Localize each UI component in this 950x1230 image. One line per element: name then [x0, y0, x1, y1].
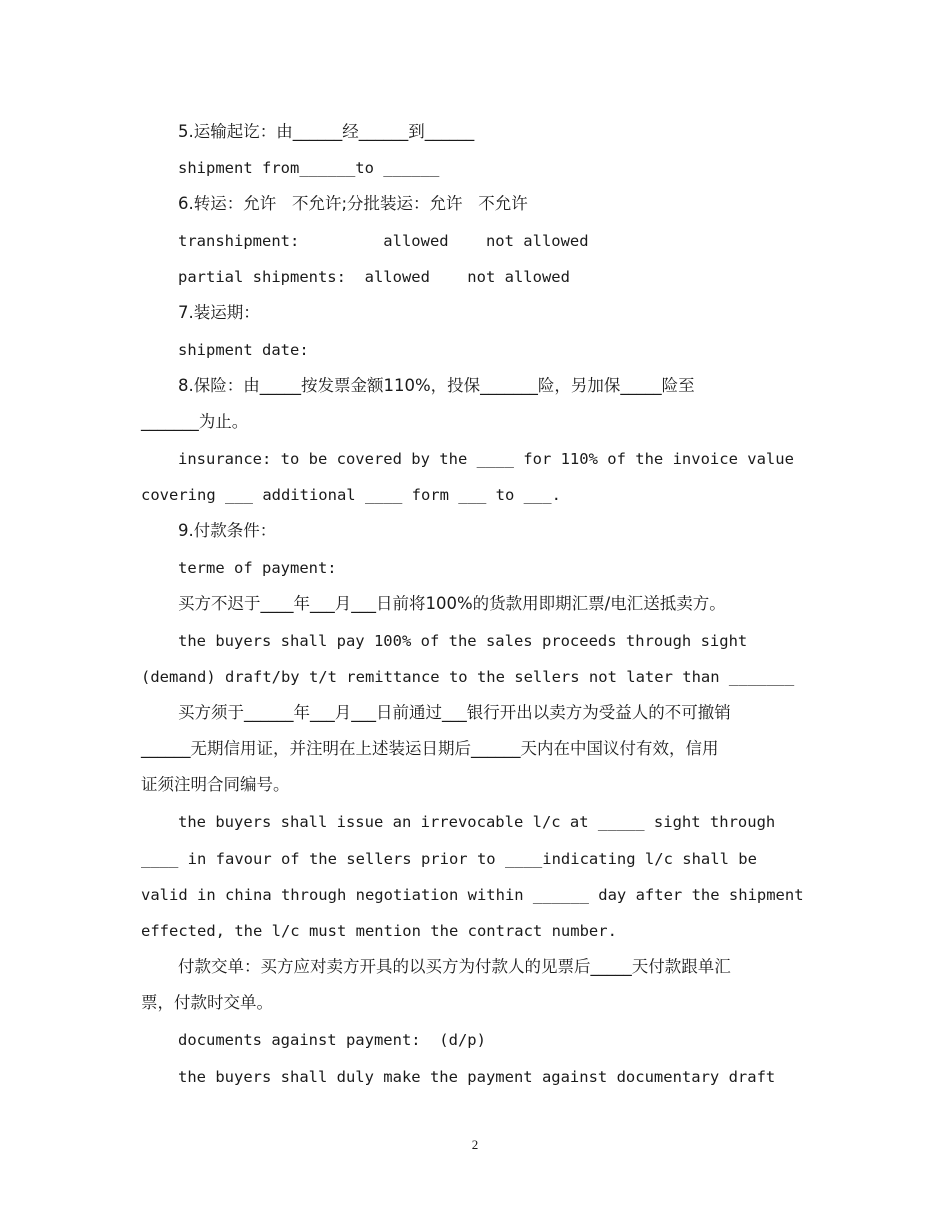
clause-9-en: terme of payment:	[178, 559, 337, 577]
payment-tt-en-cont: (demand) draft/by t/t remittance to the sellers not later than _______	[141, 668, 795, 686]
payment-lc-cn-cont-2: 证须注明合同编号。	[141, 775, 290, 794]
clause-8-cn-cont: _______为止。	[141, 412, 249, 431]
clause-5-en: shipment from______to ______	[178, 159, 440, 177]
payment-dp-en-heading: documents against payment: (d/p)	[178, 1031, 486, 1049]
clause-8-cn: 8.保险：由_____按发票金额110%，投保_______险，另加保_____险至	[178, 376, 695, 395]
clause-9-cn: 9.付款条件：	[178, 521, 277, 540]
payment-lc-cn-cont-1: ______无期信用证，并注明在上述装运日期后______天内在中国议付有效，信用	[141, 739, 719, 758]
payment-dp-cn-cont: 票，付款时交单。	[141, 993, 273, 1012]
payment-lc-en-cont-2: valid in china through negotiation within ______ day after the shipment	[141, 886, 804, 904]
clause-7-cn: 7.装运期：	[178, 303, 260, 322]
clause-8-en: insurance: to be covered by the ____ for 110% of the invoice value	[178, 450, 794, 468]
clause-8-en-cont: covering ___ additional ____ form ___ to ___.	[141, 486, 561, 504]
payment-tt-cn: 买方不迟于____年___月___日前将100%的货款用即期汇票/电汇送抵卖方。	[178, 594, 726, 613]
clause-7-en: shipment date:	[178, 341, 309, 359]
clause-6-transhipment-en: transhipment: allowed not allowed	[178, 232, 589, 250]
payment-tt-en: the buyers shall pay 100% of the sales proceeds through sight	[178, 632, 748, 650]
payment-dp-cn: 付款交单：买方应对卖方开具的以买方为付款人的见票后_____天付款跟单汇	[178, 957, 731, 976]
payment-lc-en-cont-3: effected, the l/c must mention the contract number.	[141, 922, 617, 940]
payment-dp-en: the buyers shall duly make the payment against documentary draft	[178, 1068, 776, 1086]
clause-6-cn: 6.转运：允许 不允许;分批装运：允许 不允许	[178, 194, 528, 213]
payment-lc-en-cont-1: ____ in favour of the sellers prior to ____indicating l/c shall be	[141, 850, 757, 868]
payment-lc-cn: 买方须于______年___月___日前通过___银行开出以卖方为受益人的不可撤销	[178, 703, 731, 722]
clause-5-cn: 5.运输起讫：由______经______到______	[178, 122, 475, 141]
clause-6-partial-en: partial shipments: allowed not allowed	[178, 268, 570, 286]
payment-lc-en: the buyers shall issue an irrevocable l/c at _____ sight through	[178, 813, 776, 831]
page-number: 2	[471, 1137, 479, 1152]
